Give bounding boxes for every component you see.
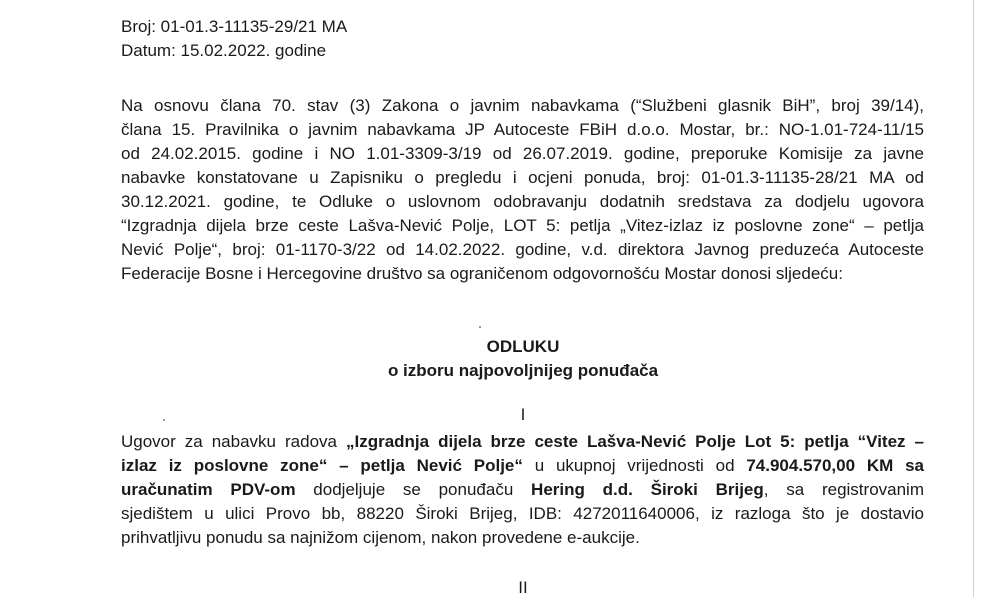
preamble-line: od 24.02.2015. godine i NO 1.01-3309-3/19 od 26.07.2019. godine, preporuke Komisije za javne bbox=[121, 144, 924, 163]
preamble-line: Na osnovu člana 70. stav (3) Zakona o javnim nabavkama (“Službeni glasnik BiH”, broj 39/14), bbox=[121, 96, 924, 115]
document-number: Broj: 01-01.3-11135-29/21 MA bbox=[121, 17, 348, 36]
preamble-line: Federacije Bosne i Hercegovine društvo sa ograničenom odgovornošću Mostar donosi sljedeću: bbox=[121, 264, 843, 283]
preamble-line: nabavke konstatovane u Zapisniku o pregledu i ocjeni ponuda, broj: 01-01.3-11135-28/21 MA od bbox=[121, 168, 924, 187]
decision-title: ODLUKU bbox=[486, 337, 560, 356]
section-1-line: prihvatljivu ponudu sa najnižom cijenom, nakon provedene e-aukcije. bbox=[121, 528, 640, 547]
section-1-paragraph bbox=[121, 430, 924, 550]
section-1-line: sjedištem u ulici Provo bb, 88220 Široki Brijeg, IDB: 4272011640006, iz razloga što je dostavio bbox=[121, 504, 924, 523]
section-1-line: uračunatim PDV-om dodjeljuje se ponuđaču Hering d.d. Široki Brijeg, sa registrovanim bbox=[121, 480, 924, 499]
section-1-line: Ugovor za nabavku radova „Izgradnja dijela brze ceste Lašva-Nević Polje Lot 5: petlja “Vitez – bbox=[121, 432, 924, 451]
preamble-line: Nević Polje“, broj: 01-1170-3/22 od 14.02.2022. godine, v.d. direktora Javnog preduzeća Autoceste bbox=[121, 240, 924, 259]
preamble-line: člana 15. Pravilnika o javnim nabavkama JP Autoceste FBiH d.o.o. Mostar, br.: NO-1.01-724-11/15 bbox=[121, 120, 924, 139]
bidder-name: Hering d.d. Široki Brijeg bbox=[531, 480, 764, 499]
preamble-line: “Izgradnja dijela brze ceste Lašva-Nević Polje, LOT 5: petlja „Vitez-izlaz iz poslovne zone“ – petlja bbox=[121, 216, 924, 235]
preamble-paragraph bbox=[121, 94, 924, 286]
document-date: Datum: 15.02.2022. godine bbox=[121, 41, 327, 60]
section-number-1: I bbox=[520, 405, 526, 424]
decision-subtitle: o izboru najpovoljnijeg ponuđača bbox=[387, 361, 659, 380]
page-edge-line bbox=[973, 0, 974, 597]
preamble-line: 30.12.2021. godine, te Odluke o uslovnom odobravanju dodatnih sredstava za dodjelu ugovora bbox=[121, 192, 924, 211]
section-number-2: II bbox=[518, 578, 528, 597]
section-1-line: izlaz iz poslovne zone“ – petlja Nević Polje“ u ukupnoj vrijednosti od 74.904.570,00 KM sa bbox=[121, 456, 924, 475]
scan-speck bbox=[479, 326, 481, 328]
